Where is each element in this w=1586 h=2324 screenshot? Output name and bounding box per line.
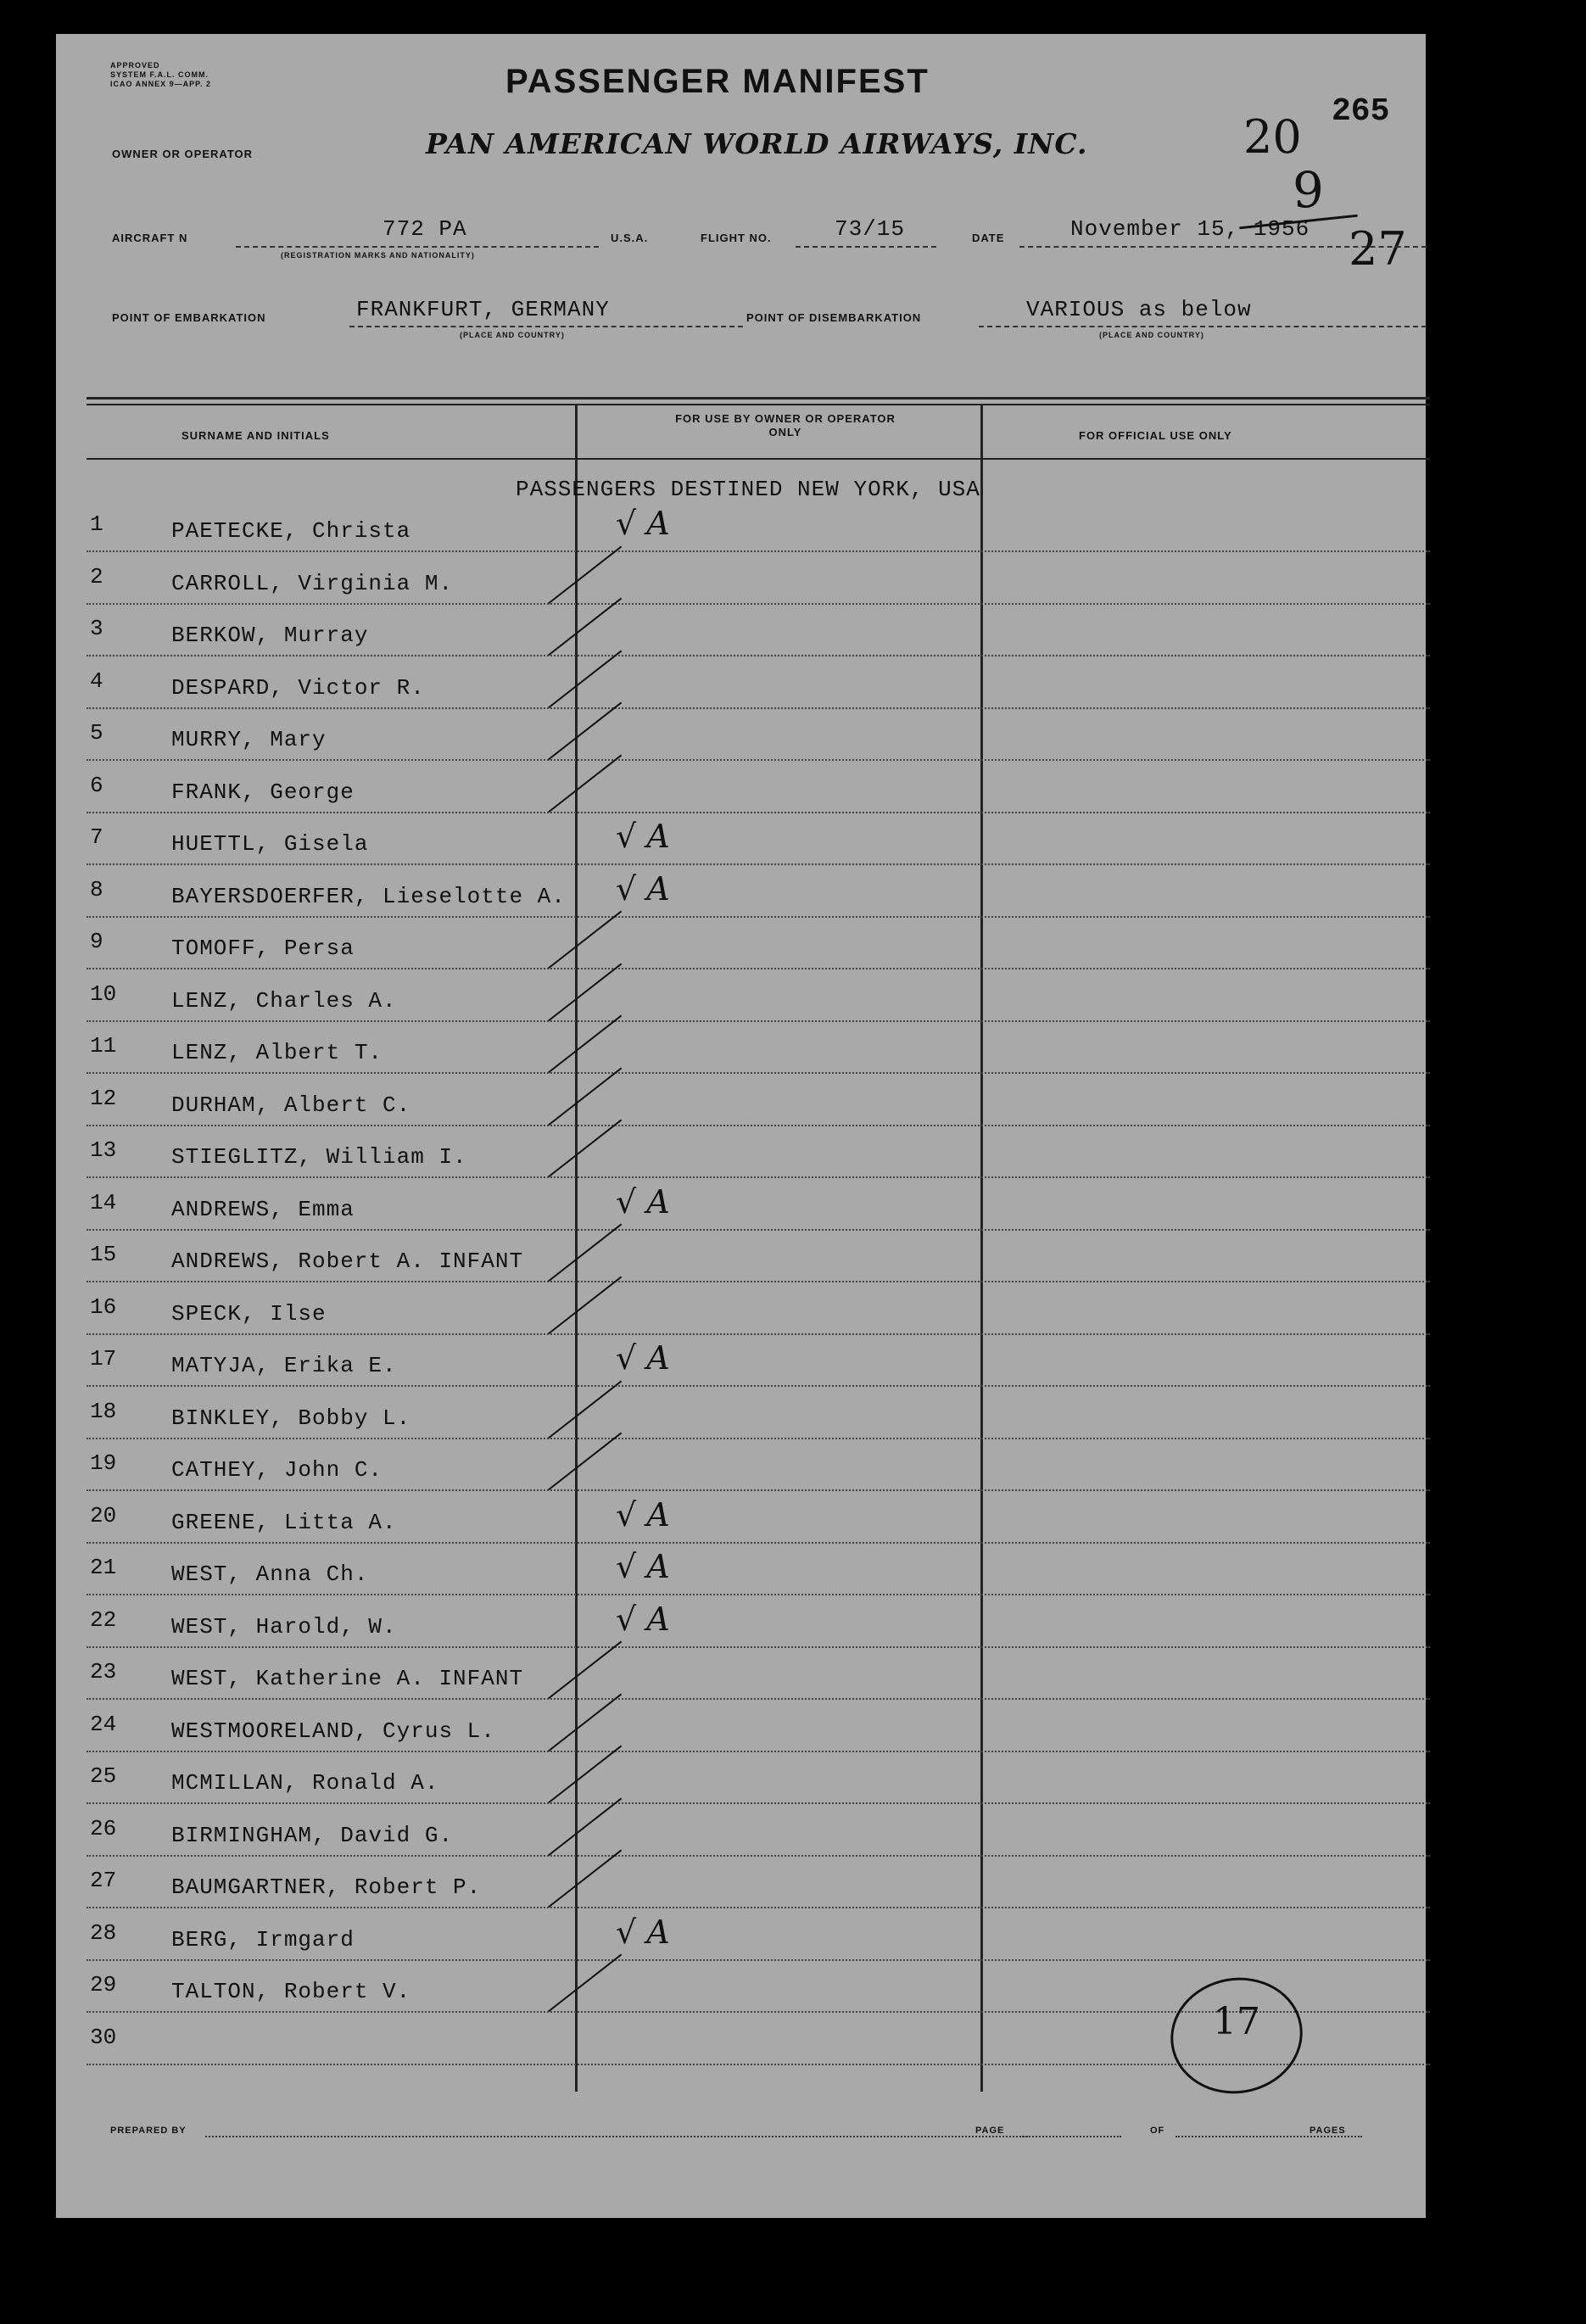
handwritten-tick-stroke [547, 1640, 622, 1699]
row-number: 17 [90, 1346, 117, 1371]
aircraft-caption: (REGISTRATION MARKS AND NATIONALITY) [281, 251, 475, 260]
handwritten-tick-stroke [547, 1119, 622, 1177]
passenger-name: MATYJA, Erika E. [171, 1353, 397, 1378]
flight-label: FLIGHT NO. [701, 232, 772, 244]
passenger-name: WEST, Harold, W. [171, 1613, 397, 1640]
passenger-name: TALTON, Robert V. [171, 1979, 411, 2004]
row-rule [87, 1281, 1430, 1282]
row-rule [87, 1542, 1430, 1544]
row-number: 1 [90, 511, 103, 537]
disembark-label: POINT OF DISEMBARKATION [746, 311, 922, 324]
row-number: 9 [90, 929, 103, 954]
row-number: 12 [90, 1085, 117, 1111]
passenger-name: TOMOFF, Persa [171, 936, 355, 961]
row-number: 14 [90, 1189, 117, 1215]
disembark-caption: (PLACE AND COUNTRY) [1099, 331, 1204, 339]
passenger-name: LENZ, Charles A. [171, 987, 397, 1014]
handwritten-check-mark: √ A [616, 1182, 670, 1221]
approval-line: SYSTEM F.A.L. COMM. [110, 70, 209, 79]
passenger-name: BIRMINGHAM, David G. [171, 1822, 454, 1848]
aircraft-value: 772 PA [383, 216, 467, 242]
owner-label: OWNER OR OPERATOR [112, 148, 254, 160]
row-number: 3 [90, 616, 103, 641]
date-underline [1019, 246, 1427, 248]
handwritten-tick-stroke [547, 1223, 622, 1282]
row-rule [87, 1020, 1430, 1022]
passenger-name: STIEGLITZ, William I. [171, 1144, 467, 1170]
row-number: 4 [90, 668, 103, 694]
passenger-name: BERKOW, Murray [171, 623, 369, 648]
row-number: 5 [90, 720, 103, 746]
date-label: DATE [972, 232, 1005, 244]
row-rule [87, 1438, 1430, 1439]
row-number: 27 [90, 1868, 117, 1893]
row-rule [87, 603, 1430, 605]
handwritten-tick-stroke [547, 650, 622, 708]
disembark-underline [979, 326, 1427, 327]
row-rule [87, 1176, 1430, 1178]
row-rule [87, 916, 1430, 918]
row-rule [87, 1229, 1430, 1231]
row-number: 26 [90, 1815, 117, 1841]
row-number: 18 [90, 1398, 117, 1424]
handwritten-tick-stroke [547, 1432, 622, 1490]
column-divider [575, 404, 578, 2092]
passenger-name: WESTMOORELAND, Cyrus L. [171, 1718, 495, 1744]
row-number: 21 [90, 1555, 117, 1580]
handwritten-tick-stroke [547, 1380, 622, 1439]
row-rule [87, 1489, 1430, 1491]
passenger-name: MURRY, Mary [171, 727, 327, 752]
row-rule [87, 655, 1430, 656]
page-line [1019, 2136, 1121, 2137]
passenger-name: WEST, Katherine A. INFANT [171, 1666, 524, 1691]
handwritten-check-mark: √ A [616, 1600, 670, 1638]
passenger-name: PAETECKE, Christa [171, 518, 411, 544]
row-number: 25 [90, 1763, 117, 1789]
row-rule [87, 1698, 1430, 1700]
row-rule [87, 863, 1430, 865]
prepared-by-line [205, 2136, 1028, 2137]
row-rule [87, 1751, 1430, 1752]
of-label: OF [1150, 2126, 1165, 2136]
table-header-rule [87, 458, 1430, 460]
aircraft-underline [236, 246, 599, 248]
owner-value: PAN AMERICAN WORLD AIRWAYS, INC. [426, 127, 1088, 160]
handwritten-tick-stroke [547, 1953, 622, 2012]
circled-total: 17 [1213, 2000, 1260, 2043]
row-rule [87, 968, 1430, 969]
embark-label: POINT OF EMBARKATION [112, 311, 266, 324]
handwritten-check-mark: √ A [616, 1913, 670, 1951]
handwritten-tick-stroke [547, 1276, 622, 1334]
passenger-name: BAYERSDOERFER, Lieselotte A. [171, 883, 566, 909]
passenger-name: CATHEY, John C. [171, 1457, 383, 1483]
row-rule [87, 1802, 1430, 1804]
passenger-name: ANDREWS, Emma [171, 1196, 355, 1222]
row-number: 20 [90, 1502, 117, 1528]
handwritten-check-mark: √ A [616, 505, 670, 542]
row-number: 6 [90, 772, 103, 798]
row-number: 11 [90, 1033, 117, 1059]
passenger-name: WEST, Anna Ch. [171, 1561, 369, 1587]
row-rule [87, 550, 1430, 552]
handwritten-check-mark: √ A [616, 1495, 670, 1534]
passenger-name: DESPARD, Victor R. [171, 674, 425, 701]
handwritten-tick-stroke [547, 1014, 622, 1073]
handwritten-tick-stroke [547, 545, 622, 604]
manifest-sheet [56, 34, 1426, 2218]
handwritten-corner-number: 20 [1243, 110, 1302, 164]
approval-line: APPROVED [110, 61, 160, 70]
prepared-by-label: PREPARED BY [110, 2126, 187, 2136]
row-rule [87, 1333, 1430, 1335]
handwritten-tick-stroke [547, 597, 622, 656]
column-header-owner-use: FOR USE BY OWNER OR OPERATOR ONLY [675, 412, 896, 439]
row-number: 10 [90, 980, 117, 1007]
handwritten-tick-stroke [547, 1693, 622, 1751]
row-rule [87, 759, 1430, 761]
passenger-name: MCMILLAN, Ronald A. [171, 1770, 439, 1796]
embark-caption: (PLACE AND COUNTRY) [460, 331, 565, 339]
disembark-value: VARIOUS as below [1026, 297, 1252, 322]
row-number: 16 [90, 1293, 117, 1320]
passenger-name: GREENE, Litta A. [171, 1509, 397, 1535]
passenger-name: FRANK, George [171, 779, 355, 805]
column-divider [980, 404, 983, 2092]
column-header-surname: SURNAME AND INITIALS [181, 429, 330, 442]
approval-line: ICAO ANNEX 9—APP. 2 [110, 80, 212, 88]
handwritten-corner-number: 9 [1293, 161, 1324, 219]
row-rule [87, 812, 1430, 813]
row-number: 13 [90, 1137, 117, 1163]
handwritten-tick-stroke [547, 1745, 622, 1803]
handwritten-tick-stroke [547, 910, 622, 969]
handwritten-check-mark: √ A [616, 869, 670, 908]
usa-label: U.S.A. [611, 232, 649, 244]
passenger-name: CARROLL, Virginia M. [171, 570, 454, 596]
passenger-name: BINKLEY, Bobby L. [171, 1405, 411, 1431]
row-number: 24 [90, 1711, 117, 1737]
section-heading: PASSENGERS DESTINED NEW YORK, USA [516, 477, 980, 502]
row-rule [87, 1594, 1430, 1595]
handwritten-tick-stroke [547, 1849, 622, 1908]
passenger-name: LENZ, Albert T. [171, 1040, 383, 1065]
passenger-name: SPECK, Ilse [171, 1300, 327, 1327]
row-rule [87, 1646, 1430, 1648]
table-top-rule [87, 404, 1430, 405]
handwritten-corner-number: 27 [1349, 222, 1407, 276]
row-rule [87, 1855, 1430, 1857]
row-number: 29 [90, 1972, 117, 1997]
page-title: PASSENGER MANIFEST [505, 63, 930, 100]
handwritten-tick-stroke [547, 1797, 622, 1856]
handwritten-tick-stroke [547, 701, 622, 760]
handwritten-check-mark: √ A [616, 818, 670, 855]
column-header-official-use: FOR OFFICIAL USE ONLY [1079, 429, 1232, 442]
row-rule [87, 1385, 1430, 1387]
aircraft-label: AIRCRAFT N [112, 232, 188, 244]
handwritten-tick-stroke [547, 1067, 622, 1126]
row-number: 2 [90, 563, 103, 589]
handwritten-check-mark: √ A [616, 1339, 670, 1377]
passenger-name: HUETTL, Gisela [171, 831, 369, 857]
row-number: 23 [90, 1659, 117, 1684]
page-label: PAGE [975, 2126, 1005, 2136]
row-rule [87, 1959, 1430, 1961]
row-rule [87, 1072, 1430, 1074]
row-number: 7 [90, 824, 103, 850]
row-number: 30 [90, 2024, 117, 2050]
row-rule [87, 707, 1430, 709]
flight-value: 73/15 [835, 216, 906, 242]
row-number: 28 [90, 1919, 117, 1946]
of-line [1176, 2136, 1362, 2137]
passenger-name: ANDREWS, Robert A. INFANT [171, 1249, 524, 1274]
row-number: 19 [90, 1450, 117, 1476]
row-number: 8 [90, 876, 103, 902]
passenger-name: BAUMGARTNER, Robert P. [171, 1874, 482, 1900]
pages-label: PAGES [1310, 2126, 1346, 2136]
passenger-name: BERG, Irmgard [171, 1926, 355, 1952]
handwritten-tick-stroke [547, 754, 622, 813]
page-stamp: 265 [1332, 93, 1390, 130]
flight-underline [796, 246, 936, 248]
handwritten-check-mark: √ A [616, 1548, 670, 1585]
row-number: 15 [90, 1242, 117, 1267]
approval-stamp [110, 61, 211, 89]
table-top-rule [87, 397, 1430, 399]
row-rule [87, 1907, 1430, 1908]
passenger-name: DURHAM, Albert C. [171, 1092, 411, 1118]
handwritten-tick-stroke [547, 963, 622, 1021]
date-value: November 15, 1956 [1070, 216, 1310, 242]
embark-value: FRANKFURT, GERMANY [356, 297, 610, 322]
embark-underline [349, 326, 743, 327]
row-number: 22 [90, 1606, 117, 1633]
row-rule [87, 1125, 1430, 1126]
